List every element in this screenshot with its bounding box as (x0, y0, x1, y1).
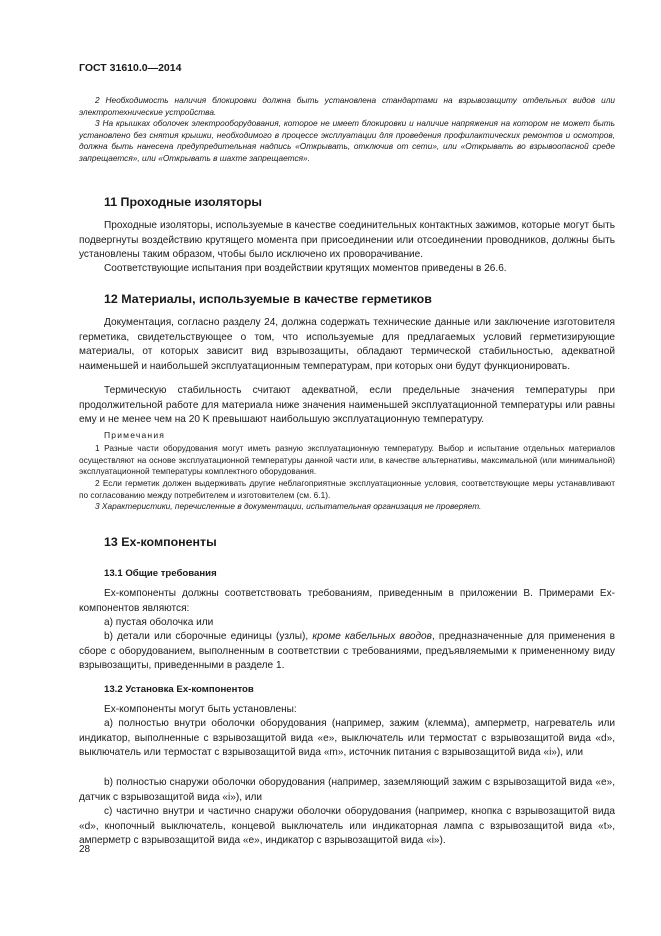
section-12-paragraph-1: Документация, согласно разделу 24, должна содержать технические данные или заключение изготовителя герметика, свидетельствующее о том, что используемые для предлагаемых условий герметизирующие материалы, от которых зависит вид взрывозащиты, обладают термической стабильностью, адекватной наименьшей и наибольшей эксплуатационным температурам, при которых они будут функционировать. (79, 317, 615, 372)
section-13-2-item-c: с) частично внутри и частично снаружи оболочки оборудования (например, кнопка с взрывозащитой вида «d», кнопочный выключатель, концевой выключатель или индикаторная лампа с взрывозащитой вида «t», амперметр с взрывозащитой вида «е», индикатор с взрывозащитой вида «i»). (79, 806, 615, 847)
section-13-2-heading: 13.2 Установка Ex-компонентов (104, 684, 254, 695)
note-2: 2 Необходимость наличия блокировки должна быть установлена стандартами на взрывозащиту отдельных видов или электротехнические устройства. (79, 95, 615, 117)
section-12-paragraph-2: Термическую стабильность считают адекватной, если предельные значения температуры при продолжительной работе для материала ниже значения наименьшей эксплуатационной температуры или равны ему и не менее чем на 20 K превышают наибольшую эксплуатационную температуру. (79, 385, 615, 426)
page-number: 28 (79, 844, 91, 855)
section-13-1-item-b: b) детали или сборочные единицы (узлы), кроме кабельных вводов, предназначенные для применения в сборе с оборудованием, выполненным в соответствии с требованиями, предъявляемыми к примененному виду взрывозащиты, приведенными в разделе 1. (79, 631, 615, 672)
section-13-1-heading: 13.1 Общие требования (104, 568, 217, 579)
section-13-2-paragraph: Ex-компоненты могут быть установлены: (104, 704, 297, 715)
section-12-note-2: 2 Если герметик должен выдерживать другие неблагоприятные эксплуатационные условия, соответствующие меры устанавливают по согласованию между потребителем и изготовителем (см. 6.1). (79, 478, 615, 500)
section-11-paragraph-1: Проходные изоляторы, используемые в качестве соединительных контактных зажимов, которые могут быть подвергнуты воздействию крутящего момента при присоединении или отсоединении проводников, должны быть установлены таким образом, чтобы было исключено их проворачивание. (79, 220, 615, 261)
section-13-1-item-a: а) пустая оболочка или (104, 617, 214, 628)
note-3: 3 На крышках оболочек электрооборудования, которое не имеет блокировки и наличие напряжения на котором не может быть установлено без снятия крышки, необходимого в процессе эксплуатации для проведения профилактических ремонтов и осмотров, должна быть нанесена предупредительная надпись «Открывать, отключив от сети», или «Открывать во взрывоопасной среде запрещается», или «Открывать в шахте запрещается». (79, 118, 615, 163)
notes-label: Примечания (104, 430, 166, 440)
section-12-heading: 12 Материалы, используемые в качестве герметиков (104, 292, 432, 306)
section-13-2-item-a: а) полностью внутри оболочки оборудования (например, зажим (клемма), амперметр, нагреватель или индикатор, выполненные с взрывозащитой вида «е», выключатель или термостат с взрывозащитой вида «d», выключатель или термостат с взрывозащитой вида «m», источник питания с взрывозащитой вида «i»), или (79, 718, 615, 759)
section-12-note-1: 1 Разные части оборудования могут иметь разную эксплуатационную температуру. Выбор и испытание отдельных материалов осуществляют на основе эксплуатационной температуры данной части или, в качестве альтернативы, максимальной (или минимальной) эксплуатационной температуры комплектного оборудования. (79, 443, 615, 476)
section-11-heading: 11 Проходные изоляторы (104, 195, 262, 209)
section-12-note-3: 3 Характеристики, перечисленные в документации, испытательная организация не проверяет. (95, 501, 482, 511)
section-13-heading: 13 Ex-компоненты (104, 535, 217, 549)
section-13-1-paragraph: Ex-компоненты должны соответствовать требованиям, приведенным в приложении В. Примерами Ex-компонентов являются: (79, 588, 615, 614)
document-header: ГОСТ 31610.0—2014 (79, 62, 182, 74)
section-13-2-item-b: b) полностью снаружи оболочки оборудования (например, заземляющий зажим с взрывозащитой вида «е», датчик с взрывозащитой вида «i»), или (79, 777, 615, 803)
section-11-paragraph-2: Соответствующие испытания при воздействии крутящих моментов приведены в 26.6. (104, 263, 507, 274)
